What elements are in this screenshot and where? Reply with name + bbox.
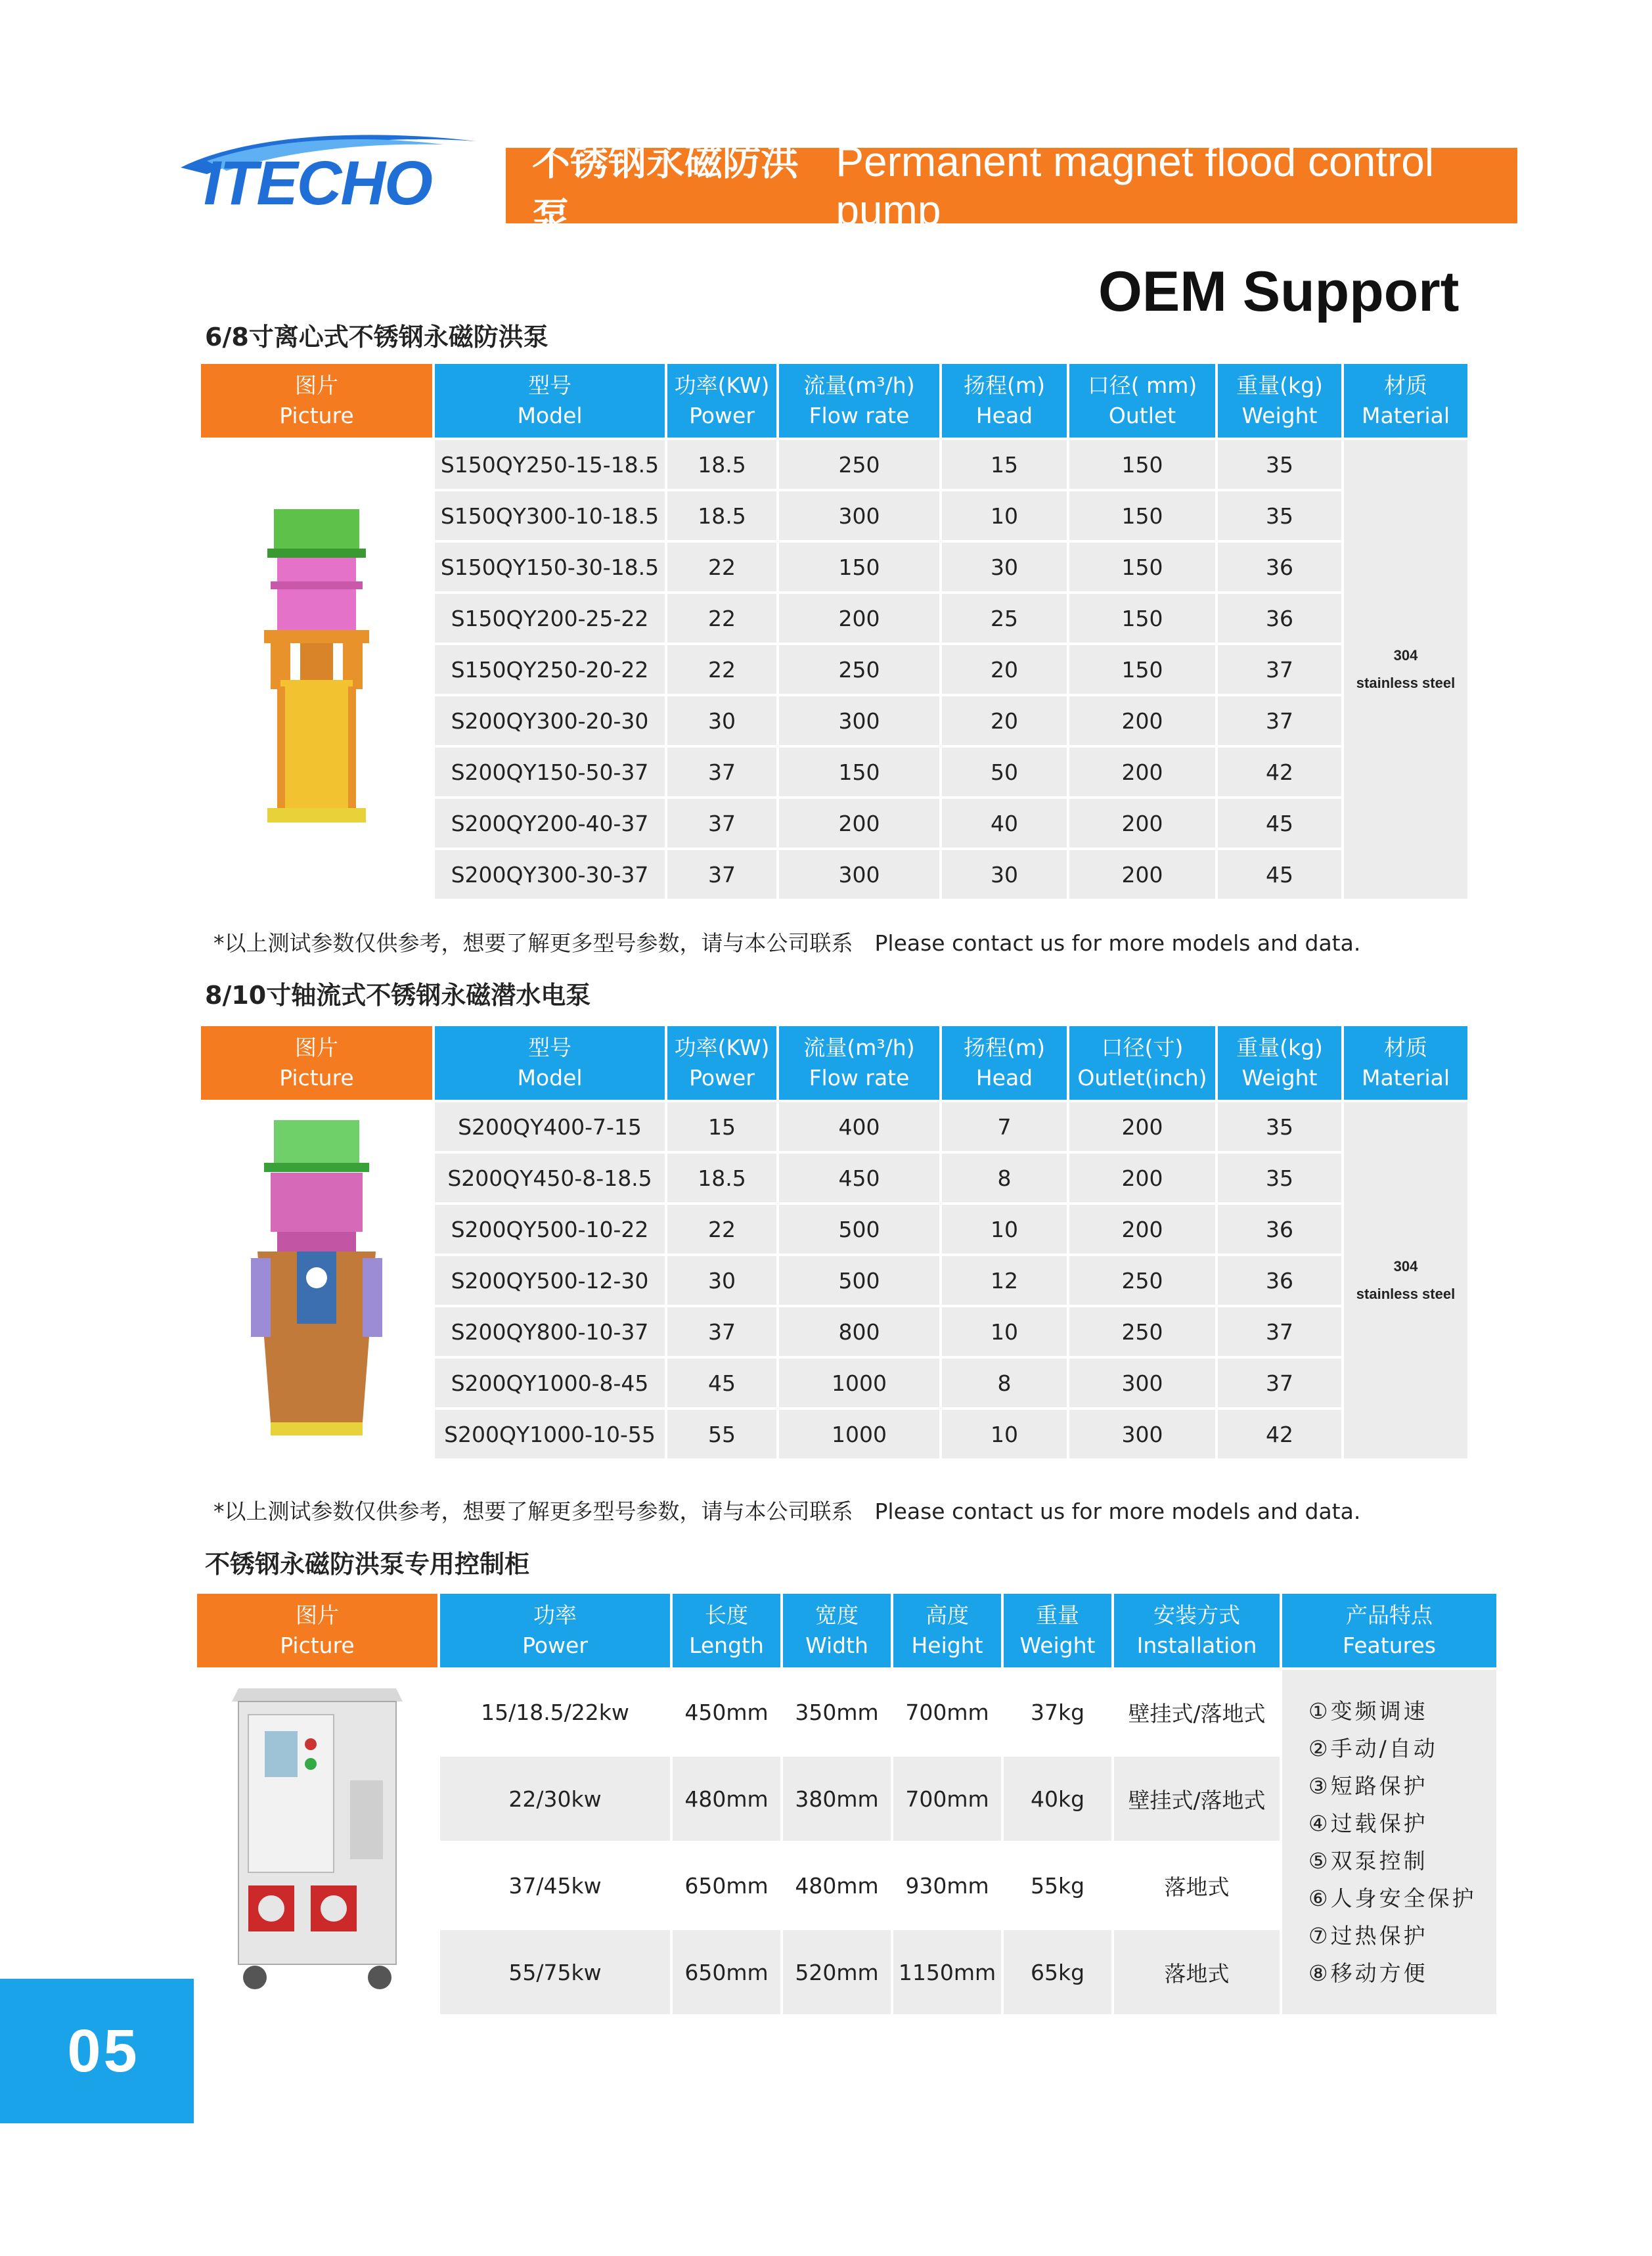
power-cell: 22/30kw — [440, 1757, 670, 1841]
model-cell: S200QY1000-8-45 — [435, 1359, 665, 1407]
installation-cell: 壁挂式/落地式 — [1114, 1757, 1280, 1841]
weight-cell: 37 — [1218, 1307, 1341, 1356]
outlet-cell: 200 — [1069, 696, 1215, 745]
section2-note: *以上测试参数仅供参考，想要了解更多型号参数，请与本公司联系 Please contact us for more models and data. — [213, 1499, 1361, 1524]
width-cell: 380mm — [783, 1757, 891, 1841]
section1-note: *以上测试参数仅供参考，想要了解更多型号参数，请与本公司联系 Please contact us for more models and data. — [213, 930, 1361, 956]
col-installation: 安装方式 Installation — [1114, 1594, 1280, 1667]
weight-cell: 35 — [1218, 1154, 1341, 1202]
weight-cell: 45 — [1218, 799, 1341, 847]
flow-cell: 200 — [779, 594, 939, 643]
weight-cell: 42 — [1218, 1410, 1341, 1458]
weight-cell: 40kg — [1004, 1757, 1111, 1841]
weight-cell: 42 — [1218, 748, 1341, 796]
model-cell: S150QY300-10-18.5 — [435, 491, 665, 540]
feature-item: ③短路保护 — [1308, 1773, 1428, 1799]
control-cabinet-illustration — [219, 1682, 416, 1997]
col-width: 宽度 Width — [783, 1594, 891, 1667]
section2-title: 8/10寸轴流式不锈钢永磁潜水电泵 — [205, 981, 591, 1010]
height-cell: 1150mm — [893, 1930, 1001, 2014]
col-material: 材质 Material — [1344, 1026, 1467, 1100]
feature-item: ⑤双泵控制 — [1308, 1848, 1428, 1874]
logo-text: ITECHO — [204, 148, 432, 218]
outlet-cell: 200 — [1069, 748, 1215, 796]
outlet-cell: 200 — [1069, 799, 1215, 847]
col-features: 产品特点 Features — [1282, 1594, 1496, 1667]
head-cell: 8 — [942, 1154, 1067, 1202]
col-picture: 图片 Picture — [201, 364, 432, 438]
outlet-cell: 200 — [1069, 850, 1215, 899]
flow-cell: 450 — [779, 1154, 939, 1202]
head-cell: 10 — [942, 1205, 1067, 1253]
flow-cell: 400 — [779, 1102, 939, 1151]
weight-cell: 35 — [1218, 440, 1341, 489]
col-outlet: 口径( mm) Outlet — [1069, 364, 1215, 438]
title-cn: 不锈钢永磁防洪泵 — [532, 139, 799, 239]
col-weight: 重量(kg) Weight — [1218, 364, 1341, 438]
power-cell: 55/75kw — [440, 1930, 670, 2014]
power-cell: 18.5 — [667, 491, 776, 540]
col-weight: 重量(kg) Weight — [1218, 1026, 1341, 1100]
col-flow-rate: 流量(m³/h) Flow rate — [779, 364, 939, 438]
model-cell: S200QY300-20-30 — [435, 696, 665, 745]
model-cell: S200QY800-10-37 — [435, 1307, 665, 1356]
outlet-cell: 300 — [1069, 1359, 1215, 1407]
power-cell: 55 — [667, 1410, 776, 1458]
width-cell: 480mm — [783, 1843, 891, 1928]
power-cell: 37 — [667, 799, 776, 847]
feature-item: ②手动/自动 — [1308, 1736, 1438, 1761]
power-cell: 37 — [667, 850, 776, 899]
outlet-cell: 250 — [1069, 1307, 1215, 1356]
centrifugal-pump-illustration — [244, 503, 389, 831]
feature-item: ①变频调速 — [1308, 1698, 1428, 1724]
flow-cell: 250 — [779, 440, 939, 489]
head-cell: 10 — [942, 1410, 1067, 1458]
outlet-cell: 150 — [1069, 645, 1215, 694]
col-power: 功率 Power — [440, 1594, 670, 1667]
outlet-cell: 200 — [1069, 1102, 1215, 1151]
outlet-cell: 150 — [1069, 491, 1215, 540]
power-cell: 15 — [667, 1102, 776, 1151]
width-cell: 350mm — [783, 1670, 891, 1754]
outlet-cell: 150 — [1069, 543, 1215, 591]
flow-cell: 500 — [779, 1256, 939, 1305]
features-cell — [1282, 1670, 1496, 2014]
table-row — [201, 1102, 1467, 1151]
head-cell: 8 — [942, 1359, 1067, 1407]
model-cell: S200QY500-12-30 — [435, 1256, 665, 1305]
power-cell: 22 — [667, 645, 776, 694]
page-number: 05 — [0, 1979, 194, 2123]
model-cell: S150QY150-30-18.5 — [435, 543, 665, 591]
weight-cell: 37 — [1218, 645, 1341, 694]
weight-cell: 37 — [1218, 1359, 1341, 1407]
weight-cell: 36 — [1218, 543, 1341, 591]
width-cell: 520mm — [783, 1930, 891, 2014]
height-cell: 700mm — [893, 1757, 1001, 1841]
model-cell: S200QY200-40-37 — [435, 799, 665, 847]
col-weight: 重量 Weight — [1004, 1594, 1111, 1667]
head-cell: 7 — [942, 1102, 1067, 1151]
weight-cell: 35 — [1218, 491, 1341, 540]
flow-cell: 1000 — [779, 1410, 939, 1458]
outlet-cell: 200 — [1069, 1205, 1215, 1253]
flow-cell: 150 — [779, 543, 939, 591]
head-cell: 10 — [942, 491, 1067, 540]
outlet-cell: 150 — [1069, 440, 1215, 489]
weight-cell: 55kg — [1004, 1843, 1111, 1928]
head-cell: 20 — [942, 696, 1067, 745]
height-cell: 700mm — [893, 1670, 1001, 1754]
flow-cell: 1000 — [779, 1359, 939, 1407]
length-cell: 650mm — [673, 1930, 780, 2014]
installation-cell: 落地式 — [1114, 1843, 1280, 1928]
outlet-cell: 250 — [1069, 1256, 1215, 1305]
weight-cell: 65kg — [1004, 1930, 1111, 2014]
material-cell: 304 stainless steel — [1344, 440, 1467, 899]
feature-item: ④过载保护 — [1308, 1811, 1428, 1836]
page-title-bar — [506, 137, 1517, 239]
weight-cell: 36 — [1218, 594, 1341, 643]
col-height: 高度 Height — [893, 1594, 1001, 1667]
table-row — [201, 440, 1467, 489]
head-cell: 12 — [942, 1256, 1067, 1305]
power-cell: 37/45kw — [440, 1843, 670, 1928]
col-head: 扬程(m) Head — [942, 1026, 1067, 1100]
feature-item: ⑦过热保护 — [1308, 1923, 1428, 1949]
flow-cell: 250 — [779, 645, 939, 694]
control-cabinet-image — [197, 1670, 437, 2014]
model-cell: S150QY250-15-18.5 — [435, 440, 665, 489]
head-cell: 20 — [942, 645, 1067, 694]
weight-cell: 37kg — [1004, 1670, 1111, 1754]
axial-pump-illustration — [238, 1114, 395, 1442]
weight-cell: 35 — [1218, 1102, 1341, 1151]
model-cell: S200QY300-30-37 — [435, 850, 665, 899]
flow-cell: 300 — [779, 850, 939, 899]
col-outlet: 口径(寸) Outlet(inch) — [1069, 1026, 1215, 1100]
height-cell: 930mm — [893, 1843, 1001, 1928]
col-head: 扬程(m) Head — [942, 364, 1067, 438]
col-flow-rate: 流量(m³/h) Flow rate — [779, 1026, 939, 1100]
pump-image-axial — [201, 1102, 432, 1458]
oem-support-label: OEM Support — [1098, 260, 1460, 323]
feature-item: ⑥人身安全保护 — [1308, 1885, 1477, 1911]
model-cell: S150QY250-20-22 — [435, 645, 665, 694]
flow-cell: 300 — [779, 491, 939, 540]
power-cell: 18.5 — [667, 440, 776, 489]
weight-cell: 45 — [1218, 850, 1341, 899]
col-model: 型号 Model — [435, 1026, 665, 1100]
power-cell: 15/18.5/22kw — [440, 1670, 670, 1754]
flow-cell: 150 — [779, 748, 939, 796]
head-cell: 15 — [942, 440, 1067, 489]
col-power: 功率(KW) Power — [667, 364, 776, 438]
flow-cell: 300 — [779, 696, 939, 745]
model-cell: S200QY500-10-22 — [435, 1205, 665, 1253]
outlet-cell: 150 — [1069, 594, 1215, 643]
section3-header-row — [197, 1594, 1496, 1667]
power-cell: 22 — [667, 1205, 776, 1253]
power-cell: 18.5 — [667, 1154, 776, 1202]
power-cell: 22 — [667, 594, 776, 643]
head-cell: 50 — [942, 748, 1067, 796]
weight-cell: 37 — [1218, 696, 1341, 745]
flow-cell: 800 — [779, 1307, 939, 1356]
section3-table — [194, 1591, 1499, 2017]
model-cell: S150QY200-25-22 — [435, 594, 665, 643]
head-cell: 30 — [942, 543, 1067, 591]
section2-header-row — [201, 1026, 1467, 1100]
head-cell: 30 — [942, 850, 1067, 899]
power-cell: 37 — [667, 1307, 776, 1356]
col-material: 材质 Material — [1344, 364, 1467, 438]
col-picture: 图片 Picture — [201, 1026, 432, 1100]
weight-cell: 36 — [1218, 1205, 1341, 1253]
col-length: 长度 Length — [673, 1594, 780, 1667]
power-cell: 37 — [667, 748, 776, 796]
installation-cell: 壁挂式/落地式 — [1114, 1670, 1280, 1754]
material-cell: 304 stainless steel — [1344, 1102, 1467, 1458]
flow-cell: 200 — [779, 799, 939, 847]
table-row — [197, 1670, 1496, 1754]
flow-cell: 500 — [779, 1205, 939, 1253]
length-cell: 650mm — [673, 1843, 780, 1928]
outlet-cell: 200 — [1069, 1154, 1215, 1202]
power-cell: 30 — [667, 1256, 776, 1305]
power-cell: 45 — [667, 1359, 776, 1407]
col-power: 功率(KW) Power — [667, 1026, 776, 1100]
outlet-cell: 300 — [1069, 1410, 1215, 1458]
section1-header-row — [201, 364, 1467, 438]
head-cell: 40 — [942, 799, 1067, 847]
model-cell: S200QY400-7-15 — [435, 1102, 665, 1151]
length-cell: 480mm — [673, 1757, 780, 1841]
pump-image-centrifugal — [201, 440, 432, 899]
title-en: Permanent magnet flood control pump — [836, 137, 1435, 234]
col-model: 型号 Model — [435, 364, 665, 438]
power-cell: 30 — [667, 696, 776, 745]
head-cell: 10 — [942, 1307, 1067, 1356]
head-cell: 25 — [942, 594, 1067, 643]
power-cell: 22 — [667, 543, 776, 591]
section1-title: 6/8寸离心式不锈钢永磁防洪泵 — [205, 323, 548, 351]
feature-item: ⑧移动方便 — [1308, 1960, 1428, 1986]
section1-table — [198, 361, 1470, 901]
installation-cell: 落地式 — [1114, 1930, 1280, 2014]
col-picture: 图片 Picture — [197, 1594, 437, 1667]
model-cell: S200QY450-8-18.5 — [435, 1154, 665, 1202]
weight-cell: 36 — [1218, 1256, 1341, 1305]
length-cell: 450mm — [673, 1670, 780, 1754]
model-cell: S200QY150-50-37 — [435, 748, 665, 796]
section2-table — [198, 1024, 1470, 1461]
section3-title: 不锈钢永磁防洪泵专用控制柜 — [205, 1550, 530, 1579]
model-cell: S200QY1000-10-55 — [435, 1410, 665, 1458]
